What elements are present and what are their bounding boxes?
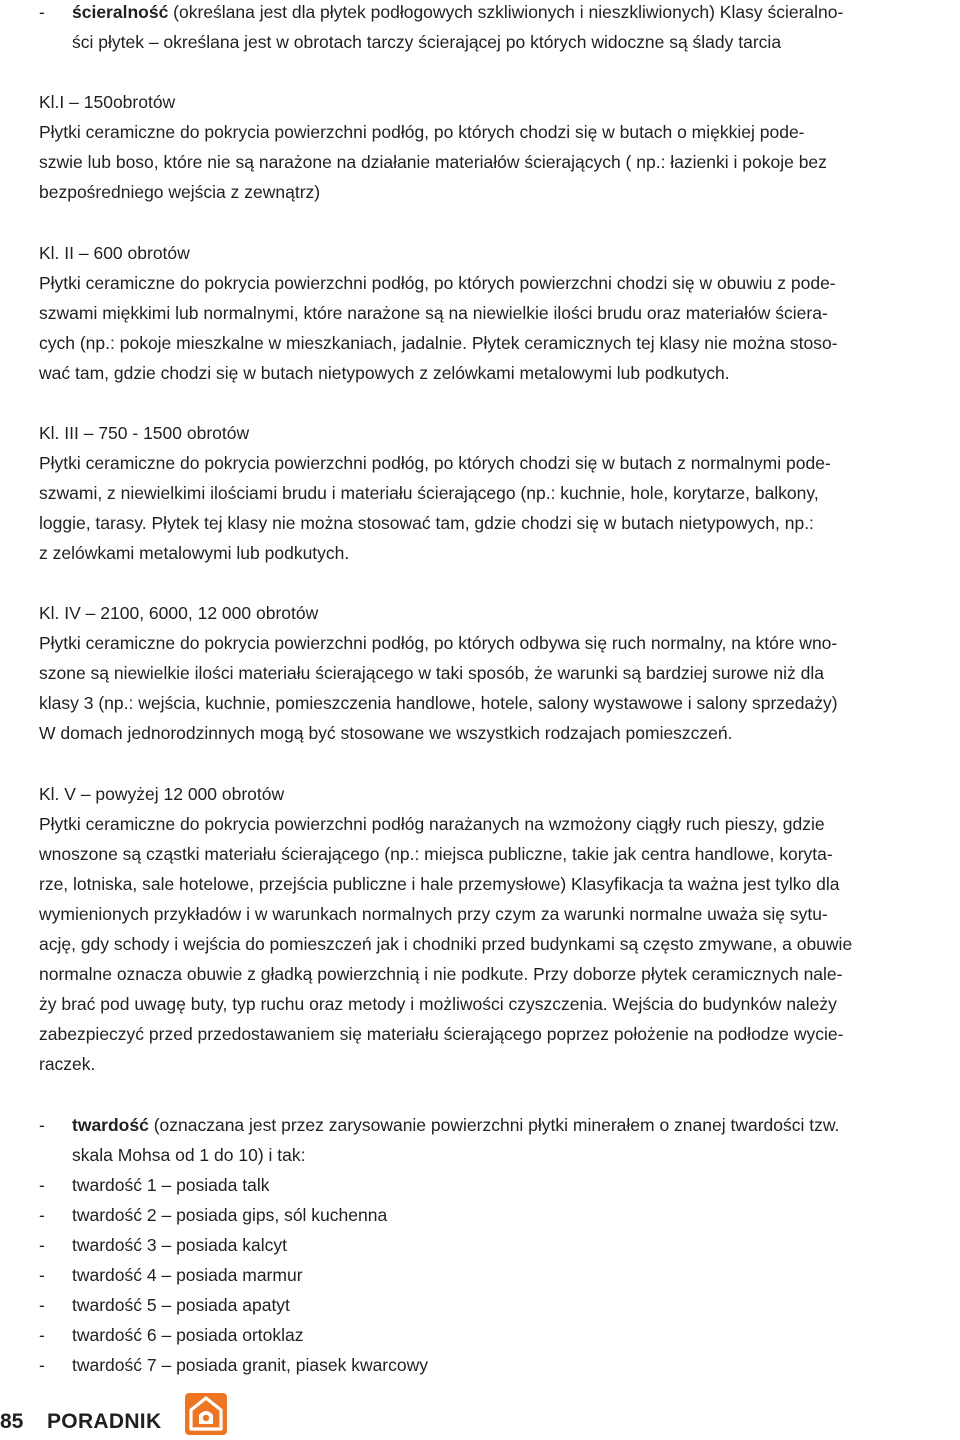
- hardness-term: twardość: [72, 1115, 149, 1135]
- hardness-intro-line-2: skala Mohsa od 1 do 10) i tak:: [72, 1145, 306, 1165]
- class-5-line: wymienionych przykładów i w warunkach normalnych przy czym za warunki normalne uważa się sytu-: [39, 904, 828, 924]
- page-number: 85: [0, 1410, 24, 1433]
- abrasion-intro-rest: (określana jest dla płytek podłogowych szkliwionych i nieszkliwionych) Klasy ścieralno-: [168, 2, 844, 22]
- bullet-dash: -: [39, 1265, 45, 1285]
- class-5-line: ację, gdy schody i wejścia do pomieszczeń jak i chodniki przed budynkami są często zmywane, a obuwie: [39, 934, 853, 954]
- class-5-line: Płytki ceramiczne do pokrycia powierzchni podłóg narażanych na wzmożony ciągły ruch pieszy, gdzie: [39, 814, 825, 834]
- class-5-line: ży brać pod uwagę buty, typ ruchu oraz metody i możliwości czyszczenia. Wejścia do budynków należy: [39, 994, 837, 1014]
- abrasion-intro-line-2: ści płytek – określana jest w obrotach tarczy ścierającej po których widoczne są ślady tarcia: [72, 32, 782, 52]
- bullet-dash: -: [39, 1355, 45, 1375]
- class-5-line: raczek.: [39, 1054, 96, 1074]
- bullet-dash: -: [39, 1115, 45, 1135]
- bullet-dash: -: [39, 1175, 45, 1195]
- bullet-dash: -: [39, 1235, 45, 1255]
- class-3-line: z zelówkami metalowymi lub podkutych.: [39, 543, 350, 563]
- hardness-intro-line-1: [72, 1110, 839, 1140]
- hardness-list-item: twardość 2 – posiada gips, sól kuchenna: [72, 1205, 388, 1225]
- class-5-line: zabezpieczyć przed przedostawaniem się materiału ścierającego poprzez położenie na podłodze wycie-: [39, 1024, 844, 1044]
- class-1-line: bezpośredniego wejścia z zewnątrz): [39, 182, 321, 202]
- class-2-line: cych (np.: pokoje mieszkalne w mieszkaniach, jadalnie. Płytek ceramicznych tej klasy nie można stoso-: [39, 333, 838, 353]
- class-5-line: rze, lotniska, sale hotelowe, przejścia publiczne i hale przemysłowe) Klasyfikacja ta ważna jest tylko dla: [39, 874, 840, 894]
- class-4-line: W domach jednorodzinnych mogą być stosowane we wszystkich rodzajach pomieszczeń.: [39, 723, 733, 743]
- hardness-list-item: twardość 5 – posiada apatyt: [72, 1295, 290, 1315]
- abrasion-term: ścieralność: [72, 2, 169, 22]
- class-5-line: normalne oznacza obuwie z gładką powierzchnią i nie podkute. Przy doborze płytek ceramicznych nale-: [39, 964, 843, 984]
- footer-title: PORADNIK: [47, 1410, 162, 1433]
- class-3-line: szwami, z niewielkimi ilościami brudu i materiału ścierającego (np.: kuchnie, hole, korytarze, balkony,: [39, 483, 819, 503]
- class-4-line: Płytki ceramiczne do pokrycia powierzchni podłóg, po których odbywa się ruch normalny, na które wno-: [39, 633, 838, 653]
- class-1-line: Płytki ceramiczne do pokrycia powierzchni podłóg, po których chodzi się w butach o miękkiej pode-: [39, 122, 805, 142]
- hardness-list-item: twardość 1 – posiada talk: [72, 1175, 270, 1195]
- class-1-heading: Kl.I – 150obrotów: [39, 92, 176, 112]
- class-2-line: szwami miękkimi lub normalnymi, które narażone są na niewielkie ilości brudu oraz materiałów ściera-: [39, 303, 828, 323]
- class-3-heading: Kl. III – 750 - 1500 obrotów: [39, 423, 250, 443]
- abrasion-intro-line-1: [72, 0, 843, 27]
- class-2-line: wać tam, gdzie chodzi się w butach nietypowych z zelówkami metalowymi lub podkutych.: [39, 363, 730, 383]
- hardness-list-item: twardość 6 – posiada ortoklaz: [72, 1325, 304, 1345]
- bullet-dash: -: [39, 2, 45, 22]
- class-2-heading: Kl. II – 600 obrotów: [39, 243, 190, 263]
- bullet-dash: -: [39, 1325, 45, 1345]
- hardness-list-item: twardość 7 – posiada granit, piasek kwarcowy: [72, 1355, 429, 1375]
- bullet-dash: -: [39, 1295, 45, 1315]
- hardness-list-item: twardość 3 – posiada kalcyt: [72, 1235, 287, 1255]
- house-logo-icon: [185, 1393, 227, 1435]
- class-5-heading: Kl. V – powyżej 12 000 obrotów: [39, 784, 285, 804]
- class-4-line: klasy 3 (np.: wejścia, kuchnie, pomieszczenia handlowe, hotele, salony wystawowe i salony sprzedaży): [39, 693, 838, 713]
- class-1-line: szwie lub boso, które nie są narażone na działanie materiałów ścierających ( np.: łazienki i pokoje bez: [39, 152, 827, 172]
- bullet-dash: -: [39, 1205, 45, 1225]
- class-3-line: loggie, tarasy. Płytek tej klasy nie można stosować tam, gdzie chodzi się w butach nietypowych, np.:: [39, 513, 814, 533]
- hardness-list-item: twardość 4 – posiada marmur: [72, 1265, 303, 1285]
- class-4-line: szone są niewielkie ilości materiału ścierającego w taki sposób, że warunki są bardziej surowe niż dla: [39, 663, 824, 683]
- hardness-intro-rest: (oznaczana jest przez zarysowanie powierzchni płytki minerałem o znanej twardości tzw.: [148, 1115, 840, 1135]
- class-4-heading: Kl. IV – 2100, 6000, 12 000 obrotów: [39, 603, 319, 623]
- class-3-line: Płytki ceramiczne do pokrycia powierzchni podłóg, po których chodzi się w butach z normalnymi pode-: [39, 453, 831, 473]
- class-2-line: Płytki ceramiczne do pokrycia powierzchni podłóg, po których powierzchni chodzi się w obuwiu z pode-: [39, 273, 836, 293]
- class-5-line: wnoszone są cząstki materiału ścierającego (np.: miejsca publiczne, takie jak centra handlowe, koryta-: [39, 844, 833, 864]
